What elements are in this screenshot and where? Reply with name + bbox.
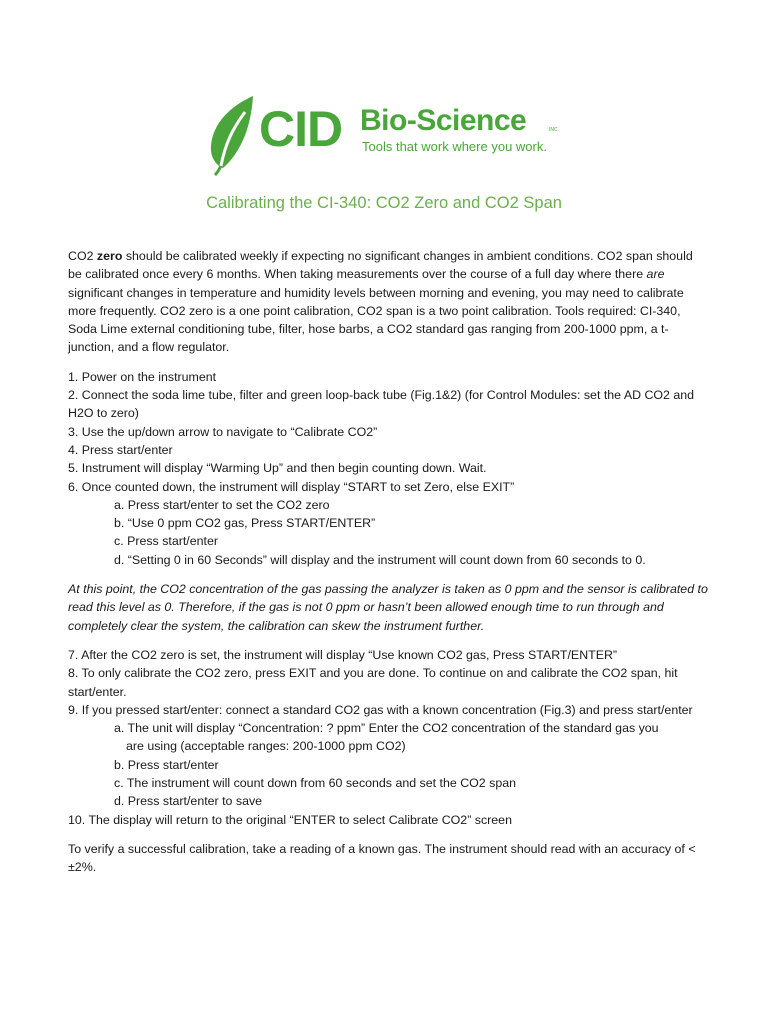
list-item: 9. If you pressed start/enter: connect a standard CO2 gas with a known concentration (Fig.3) and press start/enter xyxy=(68,702,693,717)
list-item: 6. Once counted down, the instrument will display “START to set Zero, else EXIT” xyxy=(68,479,515,494)
intro-italic-are: are xyxy=(646,267,665,282)
intro-text-e: significant changes in temperature and humidity levels between morning and evening, you may need to calibrate more frequently. CO2 zero is a one point calibration, CO2 span is a two point calibration. Tools required: CI-340, Soda Lime external conditioning tube, filter, hose barbs, a CO2 standard gas ranging from 200-1000 ppm, a t-junction, and a flow regulator. xyxy=(68,285,684,355)
list-item: 5. Instrument will display “Warming Up” and then begin counting down. Wait. xyxy=(68,461,487,476)
sub-list-item: a. Press start/enter to set the CO2 zero xyxy=(114,497,330,512)
list-item: 2. Connect the soda lime tube, filter and green loop-back tube (Fig.1&2) (for Control Modules: set the AD CO2 and H2O to zero) xyxy=(68,388,695,421)
note-paragraph: At this point, the CO2 concentration of the gas passing the analyzer is taken as 0 ppm and the sensor is calibrated to read this level as 0. Therefore, if the gas is not 0 ppm or hasn’t been allowed enough time to run through and completely clear the system, the calibration can skew the instrument further. xyxy=(68,582,708,633)
intro-text-c: should be calibrated weekly if expecting no significant changes in ambient conditions. CO2 span should be calibrated once every 6 months. When taking measurements over the course of a full day where there xyxy=(68,249,693,282)
list-item: 4. Press start/enter xyxy=(68,442,173,457)
sub-list-item: d. Press start/enter to save xyxy=(114,794,263,809)
document-title: Calibrating the CI-340: CO2 Zero and CO2 Span xyxy=(206,194,562,212)
logo-name: Bio-Science xyxy=(360,104,527,137)
sub-list-item: d. “Setting 0 in 60 Seconds” will display and the instrument will count down from 60 seconds to 0. xyxy=(114,552,646,567)
list-item: 8. To only calibrate the CO2 zero, press EXIT and you are done. To continue on and calibrate the CO2 span, hit start/enter. xyxy=(68,666,678,699)
closing-paragraph: To verify a successful calibration, take a reading of a known gas. The instrument should read with an accuracy of < ±2%. xyxy=(68,841,696,875)
sub-list-item xyxy=(68,719,708,756)
document-body xyxy=(68,247,708,877)
logo-tagline: Tools that work where you work. xyxy=(362,139,547,154)
sub-item-a-line2: are using (acceptable ranges: 200-1000 ppm CO2) xyxy=(126,739,406,754)
sub-list-item: b. “Use 0 ppm CO2 gas, Press START/ENTER” xyxy=(114,516,376,531)
list-item: 7. After the CO2 zero is set, the instrument will display “Use known CO2 gas, Press START/ENTER” xyxy=(68,647,618,662)
list-item: 3. Use the up/down arrow to navigate to “Calibrate CO2” xyxy=(68,424,378,439)
sub-item-a-line1: a. The unit will display “Concentration: ? ppm” Enter the CO2 concentration of the standard gas you xyxy=(114,721,659,736)
intro-paragraph xyxy=(68,247,708,357)
intro-text-a: CO2 xyxy=(68,249,97,263)
sub-list-item: c. Press start/enter xyxy=(114,534,218,549)
leaf-icon xyxy=(205,94,257,176)
intro-bold-zero: zero xyxy=(96,249,123,263)
logo-inc: INC xyxy=(549,127,558,133)
list-item: 10. The display will return to the original “ENTER to select Calibrate CO2” screen xyxy=(68,812,512,827)
list-item: 1. Power on the instrument xyxy=(68,369,217,384)
company-logo xyxy=(205,94,575,178)
sub-list-item: c. The instrument will count down from 60 seconds and set the CO2 span xyxy=(114,776,516,791)
logo-brand: CID xyxy=(259,101,343,157)
sub-list-item: b. Press start/enter xyxy=(114,757,219,772)
